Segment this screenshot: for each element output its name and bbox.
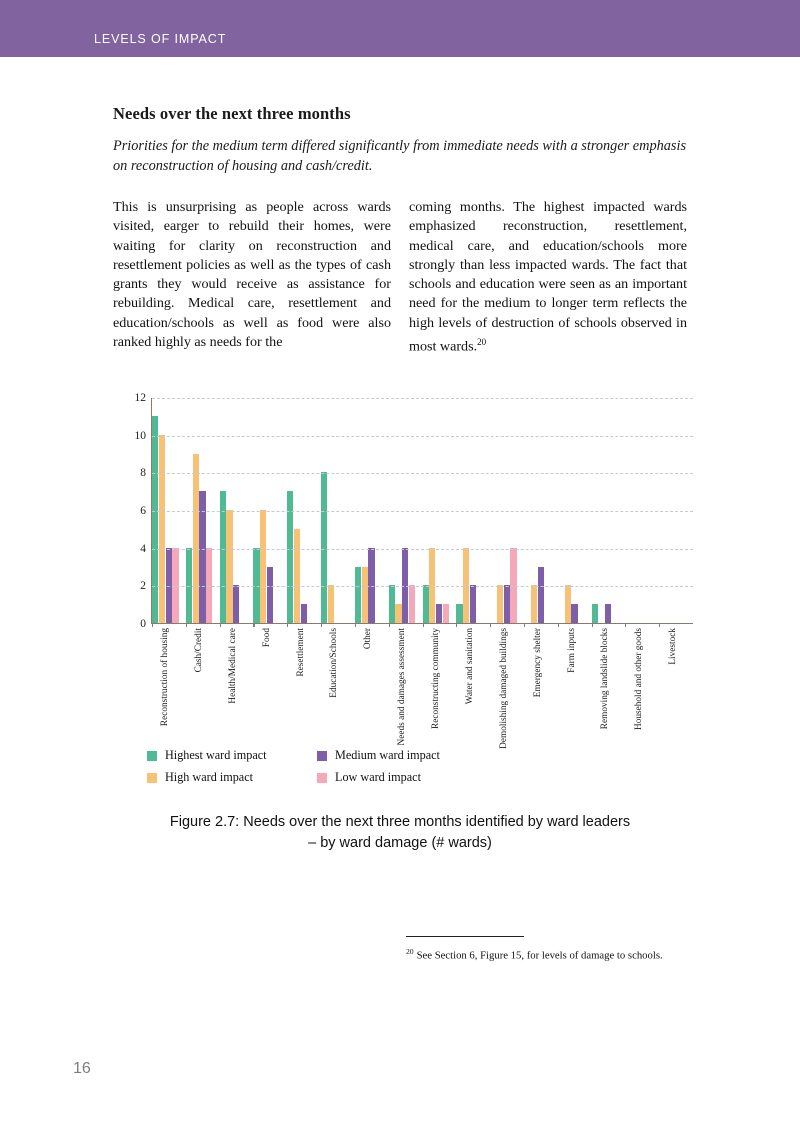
x-axis-tick [423, 623, 424, 627]
x-axis-label [185, 628, 219, 726]
figure-2-7 [113, 390, 693, 749]
y-axis-tick-label: 4 [140, 542, 146, 555]
bar [443, 604, 449, 623]
x-axis-label-text: Education/Schools [329, 628, 340, 698]
x-axis-tick [287, 623, 288, 627]
x-axis-tick [152, 623, 153, 627]
bar [226, 510, 232, 623]
legend-label: Low ward impact [335, 770, 421, 784]
figure-caption-line-1: Figure 2.7: Needs over the next three months identified by ward leaders [169, 814, 631, 830]
footnote-block [406, 936, 690, 963]
chart-gridline [152, 549, 693, 550]
x-axis-label [354, 628, 388, 726]
bar [193, 454, 199, 624]
bar [504, 585, 510, 623]
bar [423, 585, 429, 623]
bar [253, 548, 259, 623]
legend-item [147, 748, 317, 763]
x-axis-tick [490, 623, 491, 627]
footnote-text [406, 945, 690, 963]
legend-label: Highest ward impact [165, 748, 267, 762]
bar [233, 585, 239, 623]
x-axis-label-text: Household and other goods [634, 628, 645, 730]
legend-label: High ward impact [165, 770, 253, 784]
bar [565, 585, 571, 623]
bar [172, 548, 178, 623]
bar [436, 604, 442, 623]
legend-swatch [147, 773, 157, 783]
figure-caption-line-2: – by ward damage (# wards) [308, 835, 492, 851]
legend-item [317, 770, 487, 785]
bar [395, 604, 401, 623]
legend-item [317, 748, 487, 763]
chart-gridline [152, 511, 693, 512]
x-axis-tick [355, 623, 356, 627]
page-header-bar [0, 0, 800, 57]
bar [592, 604, 598, 623]
bar [571, 604, 577, 623]
x-axis-label-text: Cash/Credit [193, 628, 204, 673]
chart-plot-area [134, 392, 693, 630]
bar [409, 585, 415, 623]
x-axis-label-text: Food [261, 628, 272, 648]
body-paragraph-right [409, 198, 687, 357]
x-axis-label-text: Farm inputs [566, 628, 577, 673]
x-axis-tick [321, 623, 322, 627]
bar [166, 548, 172, 623]
bar [206, 548, 212, 623]
x-axis-label-text: Other [363, 628, 374, 650]
x-axis-label [659, 628, 693, 726]
footnote-rule [406, 936, 524, 937]
bar [463, 548, 469, 623]
bar [152, 416, 158, 623]
x-axis-label-text: Water and sanitation [464, 628, 475, 705]
x-axis-tick [659, 623, 660, 627]
x-axis-label-text: Removing landslide blocks [600, 628, 611, 730]
x-axis-label-text: Needs and damages assessment [397, 628, 408, 746]
x-axis-label-text: Health/Medical care [227, 628, 238, 704]
legend-item [147, 770, 317, 785]
bar [429, 548, 435, 623]
x-axis-label-text: Resettlement [295, 628, 306, 677]
bar [605, 604, 611, 623]
footnote-body: See Section 6, Figure 15, for levels of damage to schools. [416, 949, 663, 962]
x-axis-tick [253, 623, 254, 627]
bar [470, 585, 476, 623]
x-axis-label-text: Livestock [668, 628, 679, 665]
x-axis-label [591, 628, 625, 730]
bar [159, 435, 165, 623]
legend-swatch [317, 773, 327, 783]
x-axis-label [151, 628, 185, 726]
x-axis-label [219, 628, 253, 726]
footnote-marker: 20 [477, 337, 487, 348]
bar [260, 510, 266, 623]
chart-gridline [152, 586, 693, 587]
x-axis-tick [558, 623, 559, 627]
x-axis-tick [220, 623, 221, 627]
bar [355, 567, 361, 624]
chart-gridline [152, 473, 693, 474]
page-number: 16 [73, 1060, 91, 1077]
x-axis-tick [592, 623, 593, 627]
y-axis-tick-label: 2 [140, 580, 146, 593]
bar [186, 548, 192, 623]
x-axis-tick [625, 623, 626, 627]
y-axis-tick-label: 8 [140, 467, 146, 480]
y-axis-tick-label: 10 [134, 429, 146, 442]
x-axis-label [524, 628, 558, 726]
bar [294, 529, 300, 623]
figure-caption [113, 812, 687, 854]
x-axis-label-text: Reconstructing community [431, 628, 441, 729]
x-axis-label [456, 628, 490, 726]
chart-legend [147, 748, 487, 792]
chart-gridline [152, 398, 693, 399]
bar [389, 585, 395, 623]
chart-x-axis-labels [151, 628, 693, 749]
header-title: LEVELS OF IMPACT [94, 32, 227, 46]
bar-chart [113, 390, 693, 749]
y-axis-tick-label: 0 [140, 618, 146, 630]
legend-label: Medium ward impact [335, 748, 440, 762]
footnote-number: 20 [406, 947, 414, 956]
x-axis-label-text: Emergency shelter [532, 628, 543, 698]
article-content [113, 104, 687, 357]
x-axis-tick [456, 623, 457, 627]
chart-gridline [152, 436, 693, 437]
x-axis-label [422, 628, 456, 729]
body-column-right [409, 198, 687, 357]
bar [538, 567, 544, 624]
bar [267, 567, 273, 624]
y-axis-tick-label: 12 [134, 392, 146, 404]
x-axis-label-text: Demolishing damaged buildings [498, 628, 509, 749]
bar [368, 548, 374, 623]
bar [497, 585, 503, 623]
x-axis-label [558, 628, 592, 726]
x-axis-tick [186, 623, 187, 627]
body-paragraph-left: This is unsurprising as people across wards visited, earger to rebuild their homes, were waiting for clarity on reconstruction and resettlement policies as well as the types of cash grants they would receive as assistance for rebuilding. Medical care, resettlement and education/schools as well as food were also ranked highly as needs for the [113, 199, 391, 351]
legend-swatch [317, 751, 327, 761]
bar [362, 567, 368, 624]
bar [510, 548, 516, 623]
x-axis-label [490, 628, 524, 749]
bar [328, 585, 334, 623]
x-axis-label [287, 628, 321, 726]
legend-swatch [147, 751, 157, 761]
x-axis-tick [389, 623, 390, 627]
bar [531, 585, 537, 623]
x-axis-label [625, 628, 659, 730]
section-standfirst: Priorities for the medium term differed significantly from immediate needs with a stronger emphasis on reconstruction of housing and cash/credit. [113, 138, 687, 174]
bar [301, 604, 307, 623]
x-axis-label [253, 628, 287, 726]
body-column-left [113, 198, 391, 357]
x-axis-label-text: Reconstruction of housing [160, 628, 170, 727]
x-axis-label [320, 628, 354, 726]
x-axis-tick [524, 623, 525, 627]
body-paragraph-right-text: coming months. The highest impacted wards emphasized reconstruction, resettlement, medical care, and education/schools more strongly than less impacted wards. The fact that schools and education were seen as an important need for the medium to longer term reflects the high levels of destruction of schools observed in most wards. [409, 199, 687, 355]
x-axis-label [388, 628, 422, 746]
y-axis-tick-label: 6 [140, 505, 146, 517]
bar [402, 548, 408, 623]
body-columns [113, 198, 687, 357]
section-title: Needs over the next three months [113, 104, 351, 123]
bar [456, 604, 462, 623]
